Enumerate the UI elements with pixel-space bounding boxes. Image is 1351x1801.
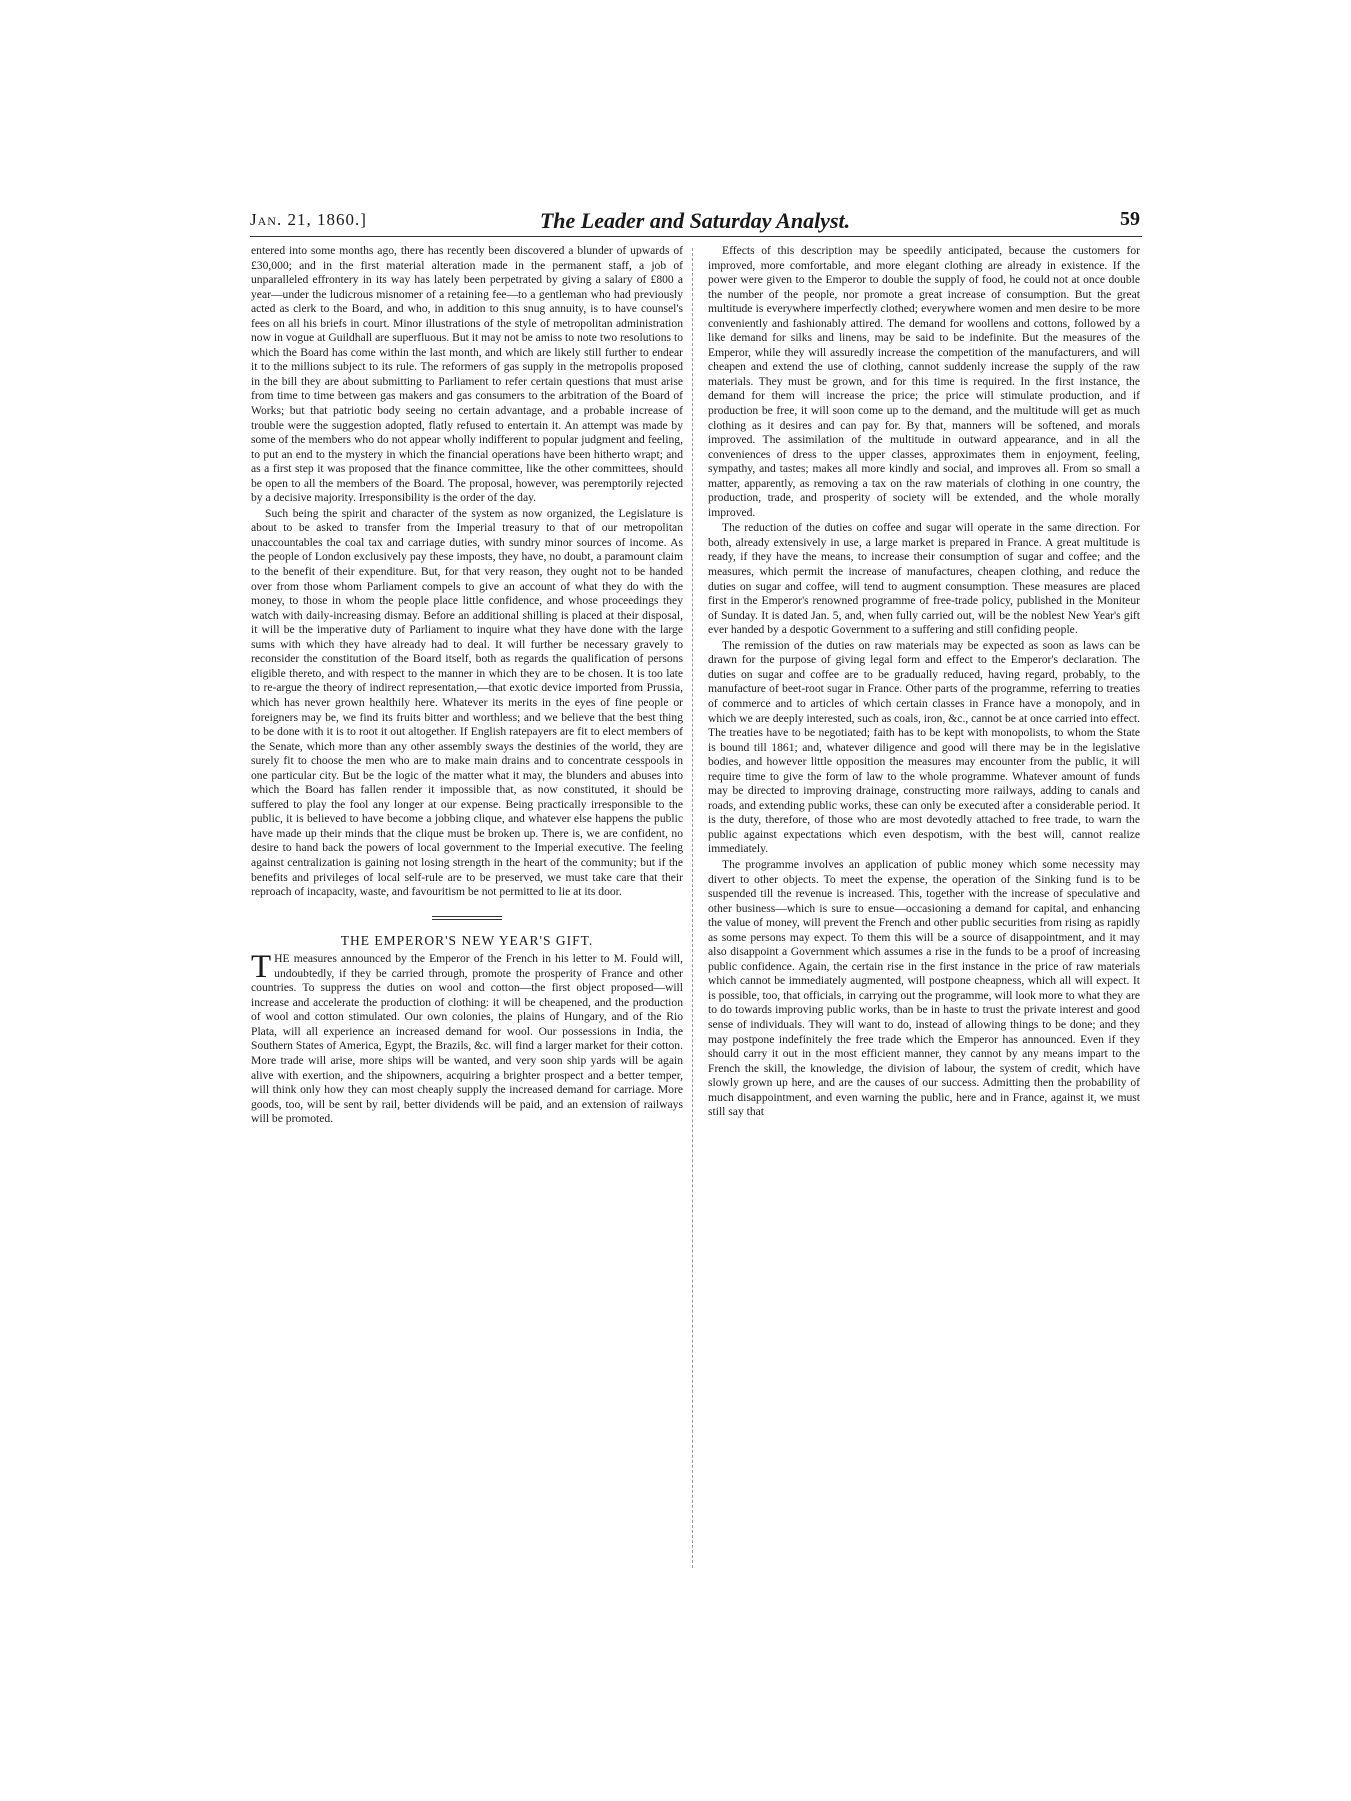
column-divider: [692, 248, 693, 1568]
drop-cap: T: [251, 949, 272, 986]
header-date: Jan. 21, 1860.]: [250, 210, 367, 229]
article-separator: [432, 916, 502, 920]
article-first-text: HE measures announced by the Emperor of the French in his letter to M. Fould will, undoubtedly, if they be carried through, promote the prosperity of France and other countries. To suppress the duties on wool and cotton—the first object proposed—will increase and accelerate the production of clothing: it will be cheapened, and the production of wool and cotton stimulated. Our own colonies, the plains of Hungary, and of the Rio Plata, will all experience an increased demand for wool. Our possessions in India, the Southern States of America, Egypt, the Brazils, &c. will find a larger market for their cotton. More trade will arise, more ships will be wanted, and very soon ship yards will be again alive with exertion, and the shipowners, acquiring a brighter prospect and a better temper, will think only how they can most cheaply supply the increased demand for carriage. More goods, too, will be sent by rail, better dividends will be paid, and an extension of railways will be promoted.: [251, 952, 683, 1126]
header-page-number: 59: [1120, 208, 1140, 230]
article-title: THE EMPEROR'S NEW YEAR'S GIFT.: [340, 932, 594, 948]
left-paragraph: entered into some months ago, there has recently been discovered a blunder of upwards of £30,000; and in the first material alteration made in the permanent staff, a job of unparalleled effrontery in its way has lately been perpetrated by giving a salary of £800 a year—under the ludicrous misnomer of a retaining fee—to a gentleman who had previously acted as clerk to the Board, and who, in addition to this snug annuity, is to have counsel's fees on all his briefs in court. Minor illustrations of the style of metropolitan administration now in vogue at Guildhall are superfluous. But it may not be amiss to note two resolutions to which the Board has come within the last month, and which are likely still further to endear it to the millions subject to its rule. The reformers of gas supply in the metropolis proposed in the bill they are about submitting to Parliament to refer certain questions that must arise from time to time between gas makers and gas consumers to the arbitration of the Board of Works; but that patriotic body seeing no certain advantage, and a probable increase of trouble were the suggestion adopted, flatly refused to entertain it. An attempt was made by some of the members who do not appear wholly indifferent to popular judgment and feeling, to put an end to the mystery in which the financial operations have been hitherto wrapt; and as a first step it was proposed that the finance committee, like the other committees, should be open to all the members of the Board. The proposal, however, was peremptorily rejected by a decisive majority. Irresponsibility is the order of the day.: [251, 244, 683, 505]
right-paragraph: The programme involves an application of public money which some necessity may divert to other objects. To meet the expense, the operation of the Sinking fund is to be suspended till the revenue is increased. This, together with the increase of speculative and other business—which is sure to ensue—occasioning a demand for capital, and enhancing the value of money, will prevent the French and other public securities from rising as rapidly as some persons may expect. To them this will be a source of disappointment, and it may also disappoint a Government which assumes a rise in the funds to be a proof of increasing public confidence. Again, the certain rise in the first instance in the price of raw materials which cannot be immediately augmented, will postpone cheapness, which all will expect. It is possible, too, that officials, in carrying out the programme, will look more to what they are to do towards improving public works, than be in haste to trust the private interest and good sense of individuals. They will want to do, instead of allowing things to be done; and they may postpone indefinitely the free trade which the Emperor has announced. Even if they should carry it out in the most efficient manner, they cannot by any means impart to the French the skill, the knowledge, the division of labour, the system of credit, which have slowly grown up here, and are the causes of our success. Admitting then the probability of much disappointment, and even warning the public, here and in France, against it, we must still say that: [708, 857, 1140, 1119]
article-first-paragraph: [251, 949, 683, 1127]
header-title: The Leader and Saturday Analyst.: [539, 208, 851, 233]
right-paragraph: Effects of this description may be speedily anticipated, because the customers for improved, more comfortable, and more elegant clothing are already in existence. If the power were given to the Emperor to double the supply of food, he could not at once double the number of the people, nor promote a great increase of consumption. But the great multitude is everywhere imperfectly clothed; everywhere women and men desire to be more conveniently and fashionably attired. The demand for woollens and cottons, followed by a like demand for silks and linens, may be said to be indefinite. But the measures of the Emperor, while they will assuredly increase the competition of the manufacturers, and will cheapen and extend the use of clothing, cannot suddenly increase the supply of the raw materials. They must be grown, and for this time is required. In the first instance, the demand for them will increase the price; the price will stimulate production, and if production be free, it will soon come up to the demand, and the multitude will get as much clothing as it desires and can pay for. By that, manners will be softened, and morals improved. The assimilation of the multitude in outward appearance, and in all the conveniences of dress to the upper classes, approximates them in enjoyment, feeling, sympathy, and tastes; makes all more kindly and social, and improves all. From so small a matter, apparently, as removing a tax on the raw materials of clothing in one country, the production, trade, and prosperity of society will be extended, and the whole morally improved.: [708, 244, 1140, 519]
right-paragraph: The remission of the duties on raw materials may be expected as soon as laws can be drawn for the purpose of giving legal form and effect to the Emperor's declaration. The duties on sugar and coffee are to be gradually reduced, having regard, probably, to the manufacture of beet-root sugar in France. Other parts of the programme, referring to treaties of commerce and to articles of which certain classes in France have a monopoly, and in which we are deeply interested, such as coals, iron, &c., cannot be at once carried into effect. The treaties have to be negotiated; faith has to be kept with monopolists, to whom the State is bound till 1861; and, whatever diligence and good will there may be in the legislative bodies, and however little opposition the measures may encounter from the public, it will require time to give the form of law to the whole programme. Whatever amount of funds may be directed to improving drainage, constructing more railways, adding to canals and roads, and extending public works, these can only be executed after a considerable period. It is the duty, therefore, of those who are most devotedly attached to free trade, to warn the public against expectations which even despotism, with the best will, cannot realize immediately.: [708, 638, 1140, 856]
left-column: [251, 244, 683, 1127]
left-paragraph: Such being the spirit and character of the system as now organized, the Legislature is about to be asked to transfer from the Imperial treasury to that of our metropolitan unaccountables the coal tax and carriage duties, with sundry minor sources of income. As the people of London exclusively pay these imposts, they have, no doubt, a paramount claim to the benefit of their expenditure. But, for that very reason, they ought not to be handed over from those whom Parliament compels to give an account of what they do with the money, to those in whom the people place little confidence, and whose proceedings they watch with daily-increasing dismay. Before an additional shilling is placed at their disposal, it will be the imperative duty of Parliament to inquire what they have done with the large sums with which they have already had to deal. It will further be necessary gravely to reconsider the constitution of the Board itself, both as regards the qualification of persons eligible thereto, and with respect to the manner in which they are to be chosen. It is too late to re-argue the theory of indirect representation,—that exotic device imported from Prussia, which has never grown healthily here. Whatever its merits in the eyes of fine people or foreigners may be, we find its fruits bitter and worthless; and we believe that the best thing to be done with it is to root it out altogether. If English ratepayers are fit to elect members of the Senate, which more than any other assembly sways the destinies of the world, they are surely fit to choose the men who are to make main drains and to concentrate cesspools in one particular city. But be the logic of the matter what it may, the blunders and abuses into which the Board has fallen render it impossible that, as now constituted, it should be suffered to play the fool any longer at our expense. Being practically irresponsible to the public, it is believed to have become a jobbing clique, and whatever else happens the public have made up their minds that the clique must be broken up. There is, we are confident, no desire to hand back the powers of local government to the Imperial executive. The feeling against centralization is gaining not losing strength in the heart of the community; but if the benefits and privileges of local self-rule are to be preserved, we must take care that their reproach of incapacity, waste, and favouritism be not permitted to lie at its door.: [251, 506, 683, 899]
header-rule: [250, 236, 1142, 237]
right-paragraph: The reduction of the duties on coffee and sugar will operate in the same direction. For both, already extensively in use, a large market is prepared in France. A great multitude is ready, if they have the means, to increase their consumption of sugar and coffee; and the measures, which permit the increase of manufactures, cheapen clothing, and reduce the duties on sugar and coffee, will tend to augment consumption. These measures are placed first in the Emperor's renowned programme of free-trade policy, published in the Moniteur of Sunday. It is dated Jan. 5, and, when fully carried out, will be the noblest New Year's gift ever handed by a despotic Government to a suffering and still confiding people.: [708, 521, 1140, 637]
right-column: [708, 244, 1140, 1120]
